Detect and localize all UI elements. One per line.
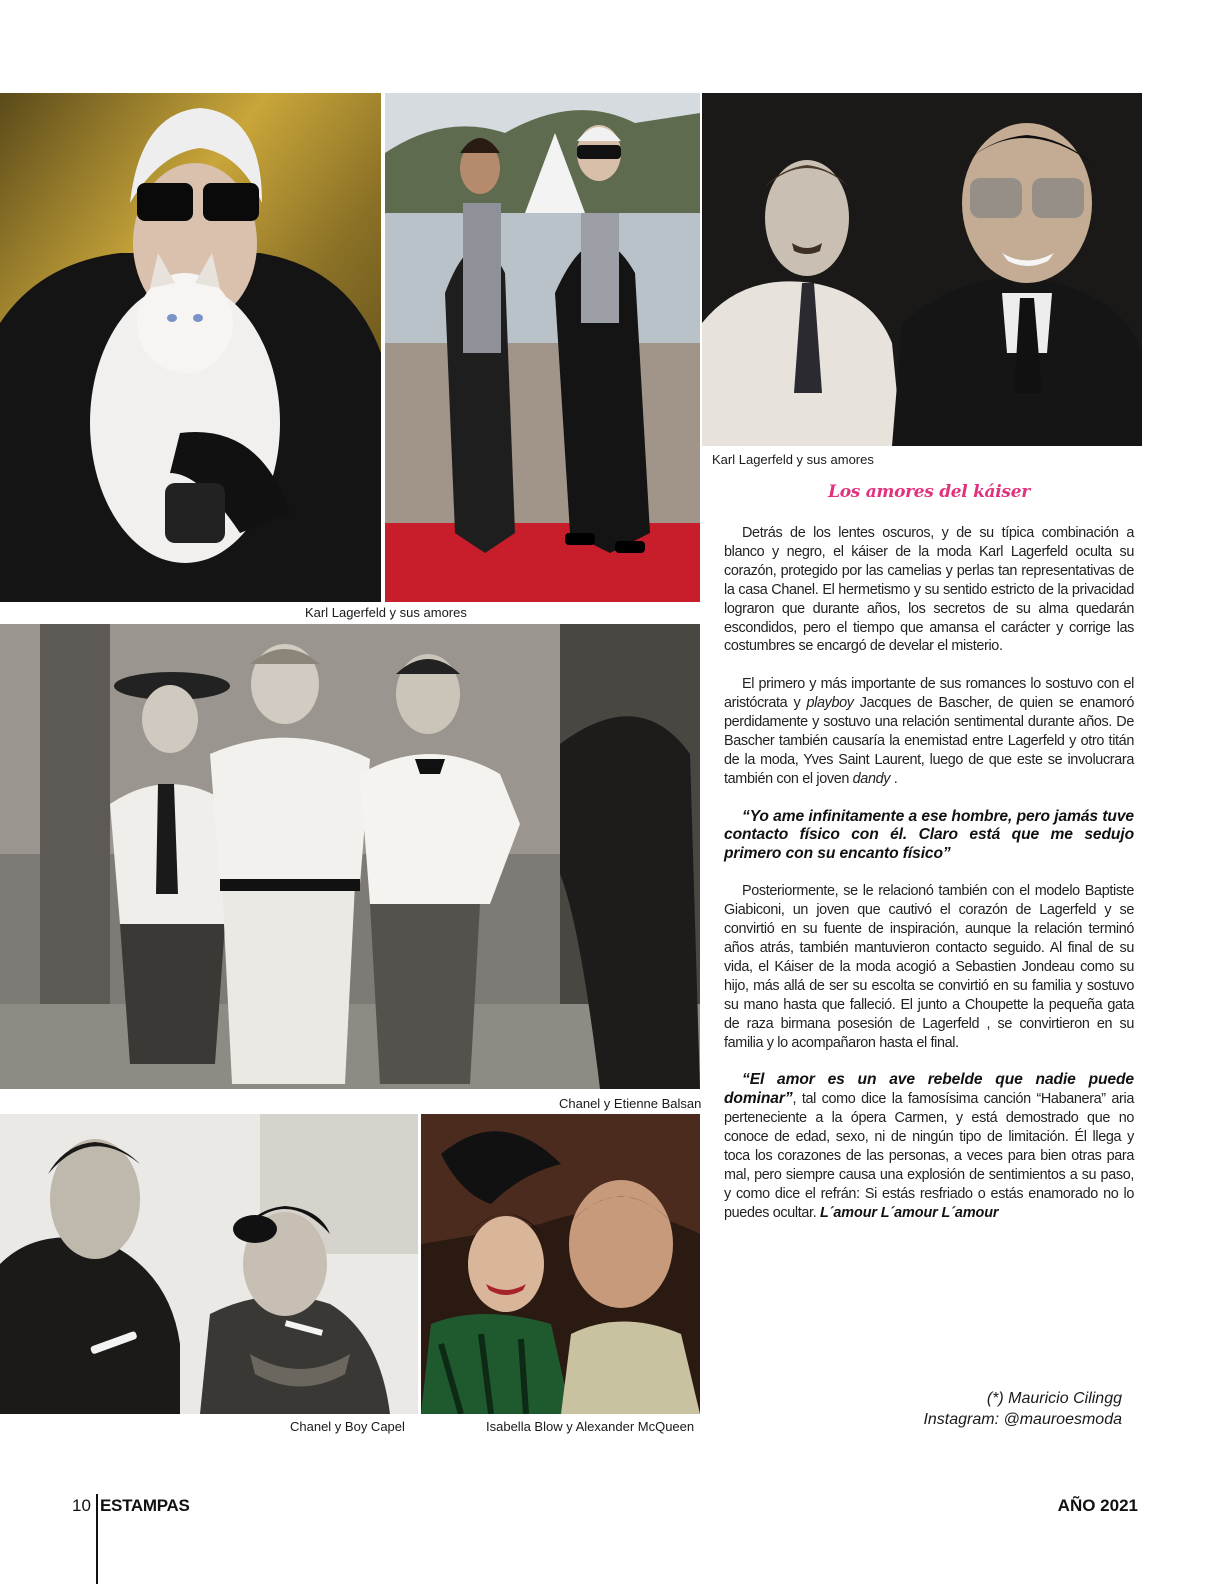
photo-chanel-capel bbox=[0, 1114, 418, 1414]
article-heading: Los amores del káiser bbox=[828, 482, 1030, 502]
author-name: (*) Mauricio Cilingg bbox=[986, 1390, 1122, 1407]
article-paragraph-1: Detrás de los lentes oscuros, y de su típica combinación a blanco y negro, el káiser de la moda Karl Lagerfeld oculta su corazón, protegido por las camelias y perlas tan representativas de la casa Chanel. El hermetismo y su sentido estricto de la privacidad lograron que durante años, los secretos de su alma quedarán escondidos, pero el tiempo que amansa el carácter y corrige las costumbres se encargó de develar el misterio. bbox=[724, 525, 1134, 655]
caption-lagerfeld-right: Karl Lagerfeld y sus amores bbox=[712, 452, 874, 467]
article bbox=[724, 482, 1134, 1223]
page-number: 10 bbox=[72, 1496, 91, 1515]
p2-text-middle: Jacques de Bascher, de quien se enamoró perdidamente y sostuvo una relación sentimental durante años. De Bascher también causaría la enemistad entre Lagerfeld y otro titán de la moda, Yves Saint Laurent, luego de que este se involucrara también con el joven bbox=[724, 695, 1134, 787]
photo-chanel-balsan bbox=[0, 624, 700, 1089]
issue-year: AÑO 2021 bbox=[1057, 1496, 1138, 1515]
caption-chanel-capel: Chanel y Boy Capel bbox=[290, 1419, 405, 1434]
article-paragraph-3: Posteriormente, se le relacionó también con el modelo Baptiste Giabiconi, un joven que cautivó el corazón de Lagerfeld y se convirtió en su fuente de inspiración, aunque la relación terminó años atrás, también mantuvieron contacto seguido. Al final de su vida, el Káiser de la moda acogió a Sebastien Jondeau como su hijo, más allá de ser su escolta se convirtió en su familia y sostuvo su mano hasta que falleció. El junto a Choupette la pequeña gata de raza birmana posesión de Lagerfeld , se convirtieron en su familia y lo acompañaron hasta el final. bbox=[724, 883, 1134, 1051]
p2-text-before: El primero y más importante de sus romances lo sostuvo con el aristócrata y bbox=[724, 676, 1134, 712]
article-paragraph-2 bbox=[724, 675, 1134, 788]
author-instagram: Instagram: @mauroesmoda bbox=[923, 1411, 1122, 1428]
photo-lagerfeld-cat bbox=[0, 93, 381, 602]
p2-text-end: . bbox=[890, 770, 898, 787]
photo-lagerfeld-bascher bbox=[702, 93, 1142, 446]
author-signature bbox=[923, 1388, 1122, 1430]
pull-quote: “Yo ame infinitamente a ese hombre, pero jamás tuve contacto físico con él. Claro está que me sedujo primero con su encanto físico” bbox=[724, 807, 1134, 862]
footer-divider bbox=[96, 1494, 98, 1584]
caption-blow-mcqueen: Isabella Blow y Alexander McQueen bbox=[486, 1419, 695, 1434]
p2-dandy: dandy bbox=[852, 770, 891, 787]
magazine-name: ESTAMPAS bbox=[100, 1496, 190, 1515]
photo-red-carpet bbox=[385, 93, 700, 602]
closing-lamour: L´amour L´amour L´amour bbox=[820, 1204, 999, 1221]
caption-lagerfeld-left: Karl Lagerfeld y sus amores bbox=[305, 605, 467, 620]
habanera-quote: “El amor es un ave rebelde que nadie puede dominar” bbox=[724, 1071, 1134, 1108]
article-paragraph-4 bbox=[724, 1071, 1134, 1222]
p4-body: , tal como dice la famosísima canción “Habanera” aria perteneciente a la ópera Carmen, y está demostrado que no conoce de edad, sexo, ni de ningún tipo de limitación. Él llega y toca los corazones de las personas, a veces para bien otras para mal, pero siempre causa una explosión de sentimientos a su paso, y como dice el refrán: Si estás resfriado o estás enamorado no lo puedes ocultar. bbox=[724, 1091, 1134, 1221]
p2-playboy: playboy bbox=[806, 695, 854, 712]
photo-blow-mcqueen bbox=[421, 1114, 700, 1414]
page-footer bbox=[0, 1494, 1224, 1584]
caption-chanel-balsan: Chanel y Etienne Balsan bbox=[559, 1096, 702, 1111]
